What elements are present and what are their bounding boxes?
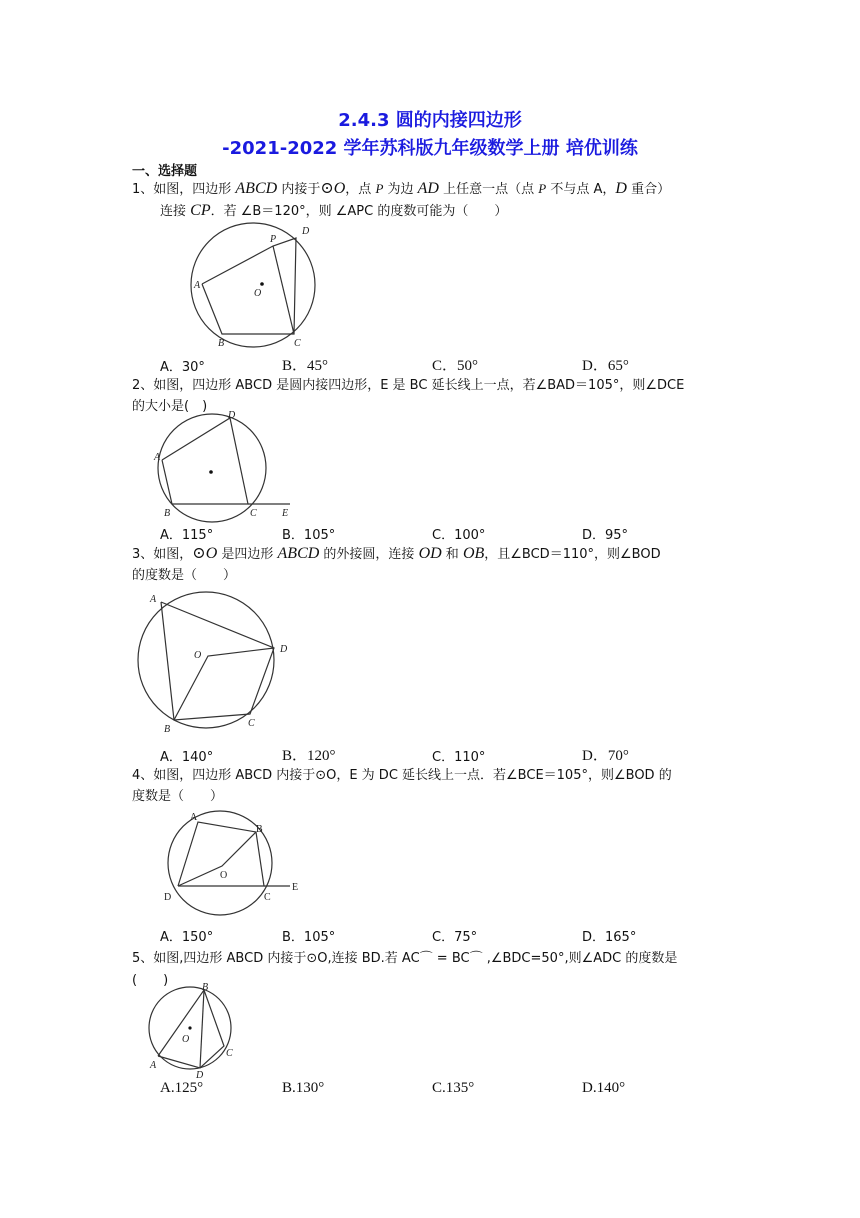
q4-option-d: D．165° [582,930,637,945]
fig4-label-a: A [190,812,198,823]
fig2-label-c: C [250,508,257,519]
fig1-label-c: C [294,338,301,349]
fig5-label-d: D [196,1070,204,1081]
fig2-label-d: D [228,410,236,421]
question-2-figure [150,412,300,522]
q2-option-b: B．105° [282,528,336,543]
question-4-text: 4、如图，四边形 ABCD 内接于⊙O，E 为 DC 延长线上一点．若∠BCE＝105°，则∠BOD 的 [132,768,672,783]
fig2-label-e: E [282,508,289,519]
fig3-label-b: B [164,724,171,735]
fig4-label-b: B [256,824,263,835]
fig5-label-a: A [150,1060,157,1071]
page-title: 2.4.3 圆的内接四边形 [338,110,522,131]
q1-option-b: B．45° [282,358,329,374]
q4-option-b: B．105° [282,930,336,945]
question-1-figure [190,222,330,352]
question-5-text-line2: ( ) [132,973,169,988]
q2-option-c: C．100° [432,528,486,543]
question-3-figure [134,590,294,740]
fig5-label-b: B [202,982,209,993]
question-3-text: 3、如图，⊙O 是四边形 ABCD 的外接圆，连接 OD 和 OB，且∠BCD＝110°，则∠BOD [132,545,661,562]
q3-option-a: A．140° [160,750,214,765]
q1-option-a: A．30° [160,360,205,375]
fig1-label-p: P [270,234,277,245]
fig2-label-b: B [164,508,171,519]
q3-option-b: B．120° [282,748,336,764]
page-subtitle: -2021-2022 学年苏科版九年级数学上册 培优训练 [222,138,638,159]
question-4-text-line2: 度数是（ ） [132,789,224,804]
fig3-label-d: D [280,644,288,655]
fig2-label-a: A [154,452,161,463]
fig1-label-d: D [302,226,310,237]
question-5-text: 5、如图,四边形 ABCD 内接于⊙O,连接 BD.若 AC⌒ = BC⌒ ,∠BDC=50°,则∠ADC 的度数是 [132,951,678,966]
question-1-text: 1、如图，四边形 ABCD 内接于⊙O，点 P 为边 AD 上任意一点（点 P 不与点 A，D 重合） [132,180,671,197]
question-2-text-line2: 的大小是( ) [132,399,208,414]
fig3-label-o: O [194,650,202,661]
fig5-label-o: O [182,1034,190,1045]
q2-option-a: A．115° [160,528,214,543]
fig1-label-b: B [218,338,225,349]
fig5-label-c: C [226,1048,233,1059]
q3-option-d: D．70° [582,748,629,764]
q2-option-d: D．95° [582,528,629,543]
question-4-figure [160,808,310,908]
question-3-text-line2: 的度数是（ ） [132,568,237,583]
q5-option-d: D.140° [582,1080,626,1096]
q1-option-c: C．50° [432,358,479,374]
fig1-label-a: A [194,280,201,291]
fig3-label-c: C [248,718,255,729]
fig4-label-d: D [164,892,172,903]
question-2-text: 2、如图，四边形 ABCD 是圆内接四边形，E 是 BC 延长线上一点，若∠BAD＝105°，则∠DCE [132,378,685,393]
question-5-figure [144,984,254,1080]
q4-option-c: C．75° [432,930,478,945]
q4-option-a: A．150° [160,930,214,945]
q5-option-a: A.125° [160,1080,204,1096]
q3-option-c: C．110° [432,750,486,765]
question-1-text-line2: 连接 CP．若 ∠B＝120°，则 ∠APC 的度数可能为（ ） [160,202,508,219]
q5-option-c: C.135° [432,1080,475,1096]
fig3-label-a: A [150,594,157,605]
fig4-label-o: O [220,870,228,881]
fig4-label-c: C [264,892,271,903]
section-heading: 一、选择题 [132,164,198,179]
q1-option-d: D．65° [582,358,629,374]
q5-option-b: B.130° [282,1080,325,1096]
fig4-label-e: E [292,882,299,893]
fig1-label-o: O [254,288,262,299]
